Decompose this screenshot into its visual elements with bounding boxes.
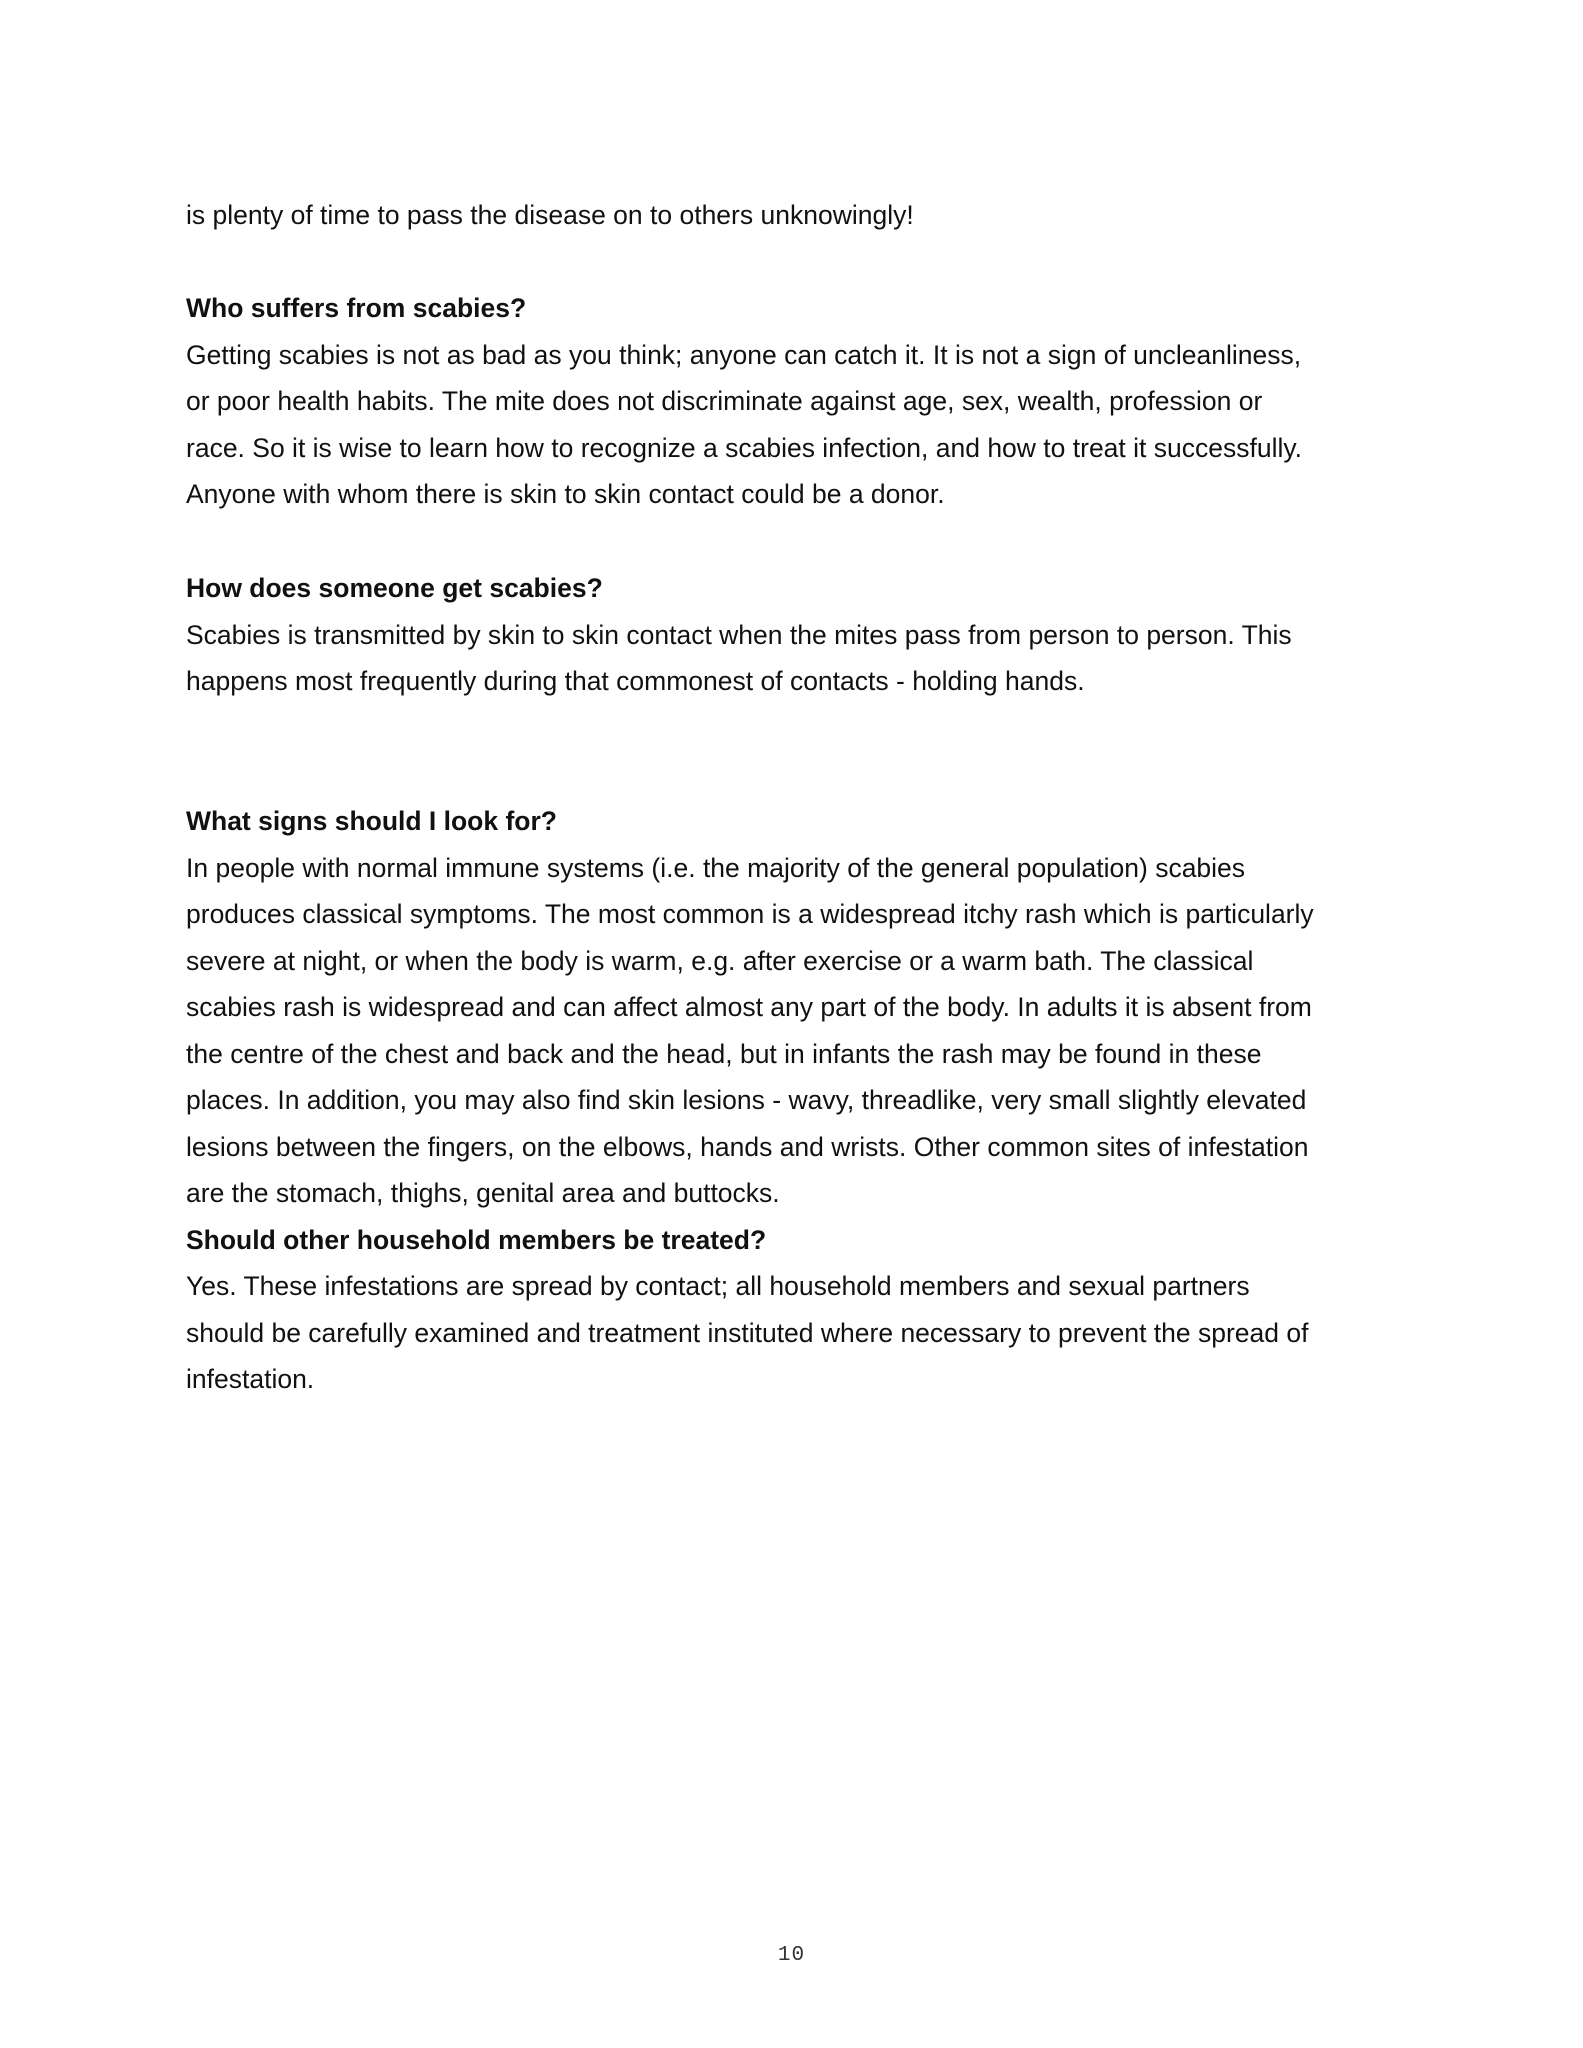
paragraph-line: In people with normal immune systems (i.e. the majority of the general population) scabies [186,852,1246,883]
section-signs [186,798,1416,1403]
paragraph-line: Getting scabies is not as bad as you think; anyone can catch it. It is not a sign of uncleanliness, [186,339,1302,370]
section-heading: Who suffers from scabies? [186,293,527,323]
paragraph-line: is plenty of time to pass the disease on to others unknowingly! [186,200,914,230]
paragraph-line: places. In addition, you may also find skin lesions - wavy, threadlike, very small slightly elevated [186,1085,1307,1115]
paragraph-line: Anyone with whom there is skin to skin contact could be a donor. [186,479,945,509]
paragraph-line: infestation. [186,1364,315,1394]
paragraph-line: produces classical symptoms. The most common is a widespread itchy rash which is particularly [186,899,1314,929]
paragraph-line: happens most frequently during that commonest of contacts - holding hands. [186,666,1085,696]
page-number: 10 [777,1944,806,1967]
paragraph-line: should be carefully examined and treatment instituted where necessary to prevent the spread of [186,1317,1309,1348]
section-heading: What signs should I look for? [186,806,557,836]
paragraph-line: race. So it is wise to learn how to recognize a scabies infection, and how to treat it successfully. [186,432,1303,463]
section-who-suffers [186,285,1416,518]
paragraph-line: Scabies is transmitted by skin to skin contact when the mites pass from person to person. This [186,619,1292,650]
paragraph-line: the centre of the chest and back and the head, but in infants the rash may be found in these [186,1038,1262,1069]
paragraph-line: lesions between the fingers, on the elbows, hands and wrists. Other common sites of infestation [186,1131,1309,1162]
paragraph-line: scabies rash is widespread and can affect almost any part of the body. In adults it is absent from [186,992,1312,1022]
paragraph-line: or poor health habits. The mite does not discriminate against age, sex, wealth, profession or [186,386,1263,416]
paragraph-line: are the stomach, thighs, genital area and buttocks. [186,1178,780,1208]
paragraph-line: severe at night, or when the body is warm, e.g. after exercise or a warm bath. The classical [186,945,1254,976]
intro-paragraph [186,192,1416,239]
section-how-get [186,565,1416,705]
paragraph-line: Yes. These infestations are spread by contact; all household members and sexual partners [186,1271,1250,1301]
section-heading: Should other household members be treated? [186,1224,767,1255]
section-heading: How does someone get scabies? [186,573,603,603]
